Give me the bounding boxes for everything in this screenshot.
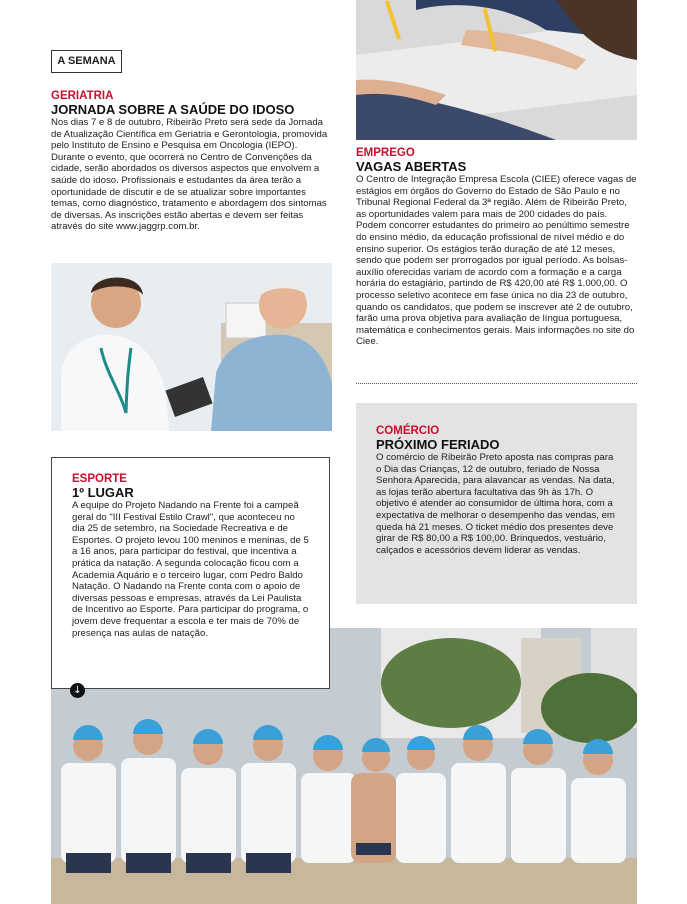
emprego-body: O Centro de Integração Empresa Escola (CIEE) oferece vagas de estágios em órgãos do Governo do Estado de São Paulo e no Tribunal Regional Federal da 3ª região. Além de Ribeirão Preto, as oportunidades valem para mais de 200 cidades do país. Podem concorrer estudantes do primeiro ao penúltimo semestre do ensino médio, da educação profissional de nível médio e do ensino superior. Os estágios terão duração de até 12 meses, sendo que podem ser prorrogados por igual período. As bolsas-auxílio oferecidas variam de acordo com a formação e a carga horária do estagiário, partindo de R$ 420,00 até R$ 1.000,00. O processo seletivo acontece em fase única no dia 23 de outubro, quando os candidatos, que podem se inscrever até 2 de outubro, farão uma prova objetiva para avaliação de língua portuguesa, matemática e conhecimentos gerais. Mais informações no site do Ciee. bbox=[356, 174, 637, 348]
geriatria-kicker: GERIATRIA bbox=[51, 90, 114, 102]
geriatria-headline: JORNADA SOBRE A SAÚDE DO IDOSO bbox=[51, 102, 295, 117]
comercio-box bbox=[356, 403, 637, 604]
comercio-headline: PRÓXIMO FERIADO bbox=[376, 437, 500, 452]
esporte-body: A equipe do Projeto Nadando na Frente foi a campeã geral do "III Festival Estilo Crawl", que aconteceu no dia 25 de setembro, na Sociedade Recreativa e de Esportes. O projeto levou 100 meninos e meninas, de 5 a 16 anos, para participar do festival, que incentiva a prática da natação. A segunda colocação ficou com a Academia Aquário e o terceiro lugar, com Pedro Baldo Natação. O Nadando na Frente conta com o apoio de diversas pessoas e empresas, através da Lei Paulista de Incentivo ao Esporte. Para participar do programa, o jovem deve frequentar a escola e ter mais de 70% de presença nas aulas de natação. bbox=[72, 500, 309, 639]
doctor-patient-illustration bbox=[51, 263, 332, 431]
geriatria-body: Nos dias 7 e 8 de outubro, Ribeirão Preto será sede da Jornada de Atualização Científica em Geriatria e Gerontologia, promovida pelo Instituto de Ensino e Pesquisa em Oncologia (IEPO). Durante o evento, que ocorrerá no Centro de Convenções da cidade, serão abordados os diversos aspectos que envolvem a saúde do idoso. Profissionais e estudantes da área terão a oportunidade de discutir e de se atualizar sobre importantes temas, como diagnóstico, tratamento e abordagem dos sintomas de diversas. As inscrições estão abertas e devem ser feitas através do site www.jaggrp.com.br. bbox=[51, 117, 328, 233]
geriatria-article bbox=[51, 90, 333, 233]
emprego-kicker: EMPREGO bbox=[356, 147, 415, 159]
emprego-article bbox=[356, 147, 637, 348]
emprego-headline: VAGAS ABERTAS bbox=[356, 159, 467, 174]
comercio-kicker: COMÉRCIO bbox=[376, 425, 440, 437]
section-tag: A SEMANA bbox=[51, 50, 122, 73]
arrow-down-circle-icon: ↓ bbox=[70, 683, 85, 698]
esporte-kicker: ESPORTE bbox=[72, 473, 127, 485]
esporte-box bbox=[51, 457, 330, 689]
exam-photo-illustration bbox=[356, 0, 637, 140]
exam-photo bbox=[356, 0, 637, 140]
doctor-patient-photo bbox=[51, 263, 332, 431]
esporte-headline: 1º LUGAR bbox=[72, 485, 134, 500]
dotted-divider bbox=[356, 383, 637, 384]
comercio-body: O comércio de Ribeirão Preto aposta nas compras para o Dia das Crianças, 12 de outubro, feriado de Nossa Senhora Aparecida, para alavancar as vendas. Na data, as lojas terão abertura facultativa das 9h às 17h. O objetivo é atender ao consumidor de última hora, com a expectativa de melhorar o desempenho das vendas, em queda há 21 meses. O ticket médio dos presentes deve girar de R$ 80,00 a R$ 100,00. Brinquedos, vestuário, calçados e acessórios devem liderar as vendas. bbox=[376, 452, 615, 556]
